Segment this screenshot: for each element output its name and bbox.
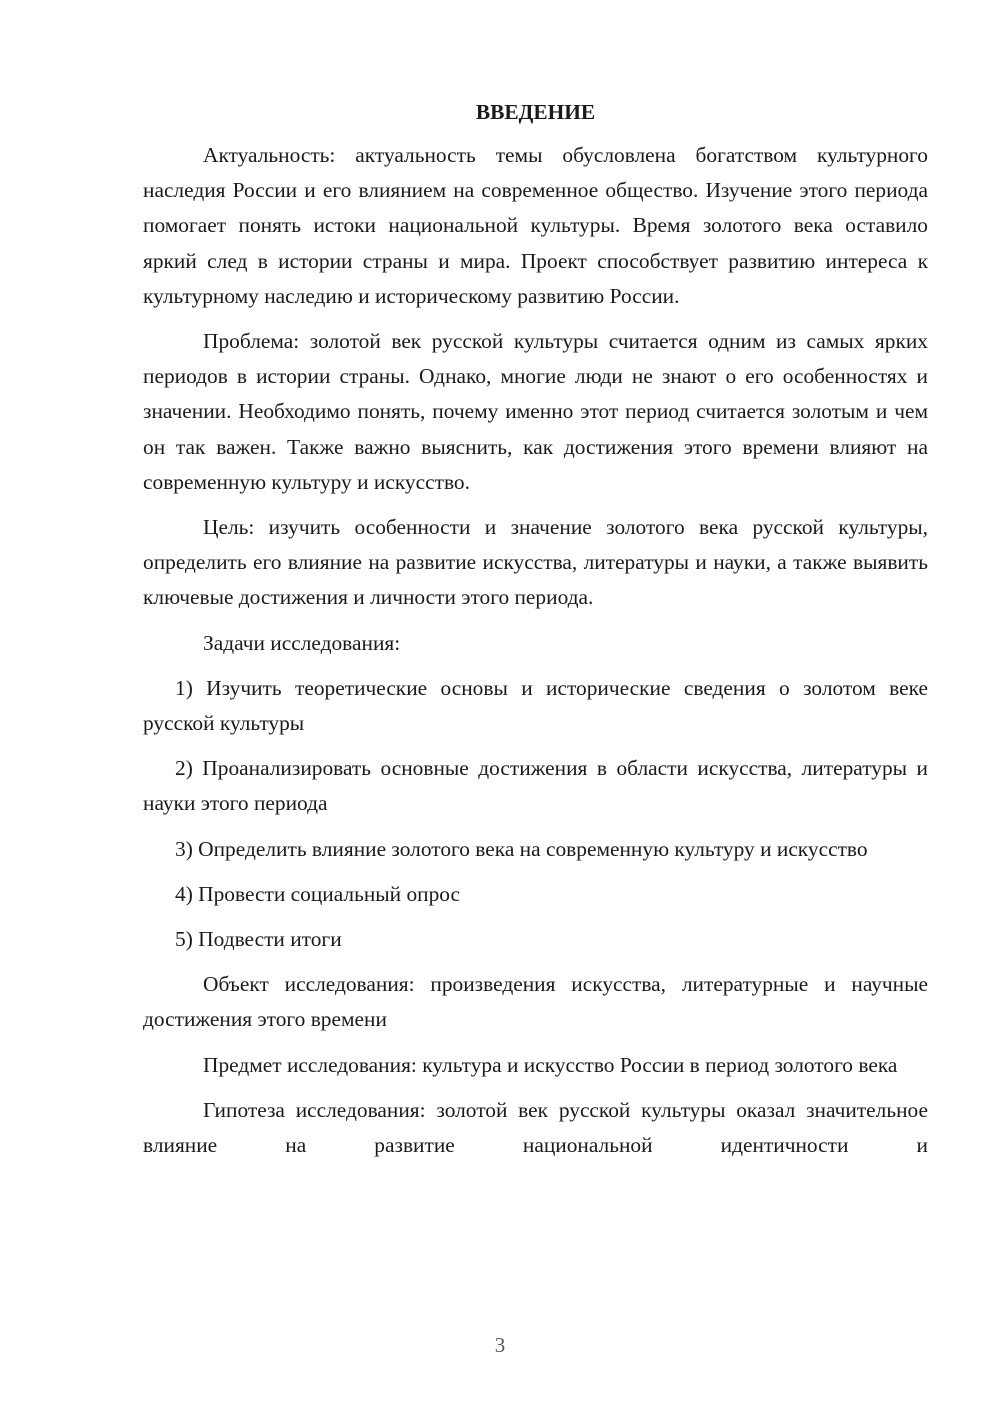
object-paragraph: Объект исследования: произведения искусства, литературные и научные достижения этого времени bbox=[143, 972, 928, 1032]
section-title: ВВЕДЕНИЕ bbox=[475, 100, 596, 124]
page-number: 3 bbox=[494, 1333, 506, 1357]
task-item-1: 1) Изучить теоретические основы и исторические сведения о золотом веке русской культуры bbox=[143, 675, 928, 736]
tasks-list bbox=[143, 671, 928, 957]
document-page bbox=[143, 94, 928, 1173]
subject-paragraph: Предмет исследования: культура и искусство России в период золотого века bbox=[203, 1052, 898, 1077]
goal-paragraph: Цель: изучить особенности и значение золотого века русской культуры, определить его влияние на развитие искусства, литературы и науки, а также выявить ключевые достижения и личности этого периода. bbox=[143, 515, 928, 610]
task-item-5: 5) Подвести итоги bbox=[175, 927, 342, 952]
problem-paragraph: Проблема: золотой век русской культуры считается одним из самых ярких периодов в истории страны. Однако, многие люди не знают о его особенностях и значении. Необходимо понять, почему именно этот период считается золотым и чем он так важен. Также важно выяснить, как достижения этого времени влияют на современную культуру и искусство. bbox=[143, 329, 928, 494]
task-item-4: 4) Провести социальный опрос bbox=[175, 881, 461, 906]
hypothesis-paragraph: Гипотеза исследования: золотой век русской культуры оказал значительное влияние на развитие национальной идентичности и bbox=[143, 1097, 928, 1158]
relevance-paragraph: Актуальность: актуальность темы обусловлена богатством культурного наследия России и его влиянием на современное общество. Изучение этого периода помогает понять истоки национальной культуры. Время золотого века оставило яркий след в истории страны и мира. Проект способствует развитию интереса к культурному наследию и историческому развитию России. bbox=[143, 143, 928, 308]
task-item-2: 2) Проанализировать основные достижения в области искусства, литературы и науки этого периода bbox=[143, 756, 928, 816]
task-item-3: 3) Определить влияние золотого века на современную культуру и искусство bbox=[175, 836, 868, 861]
tasks-heading: Задачи исследования: bbox=[203, 630, 401, 655]
